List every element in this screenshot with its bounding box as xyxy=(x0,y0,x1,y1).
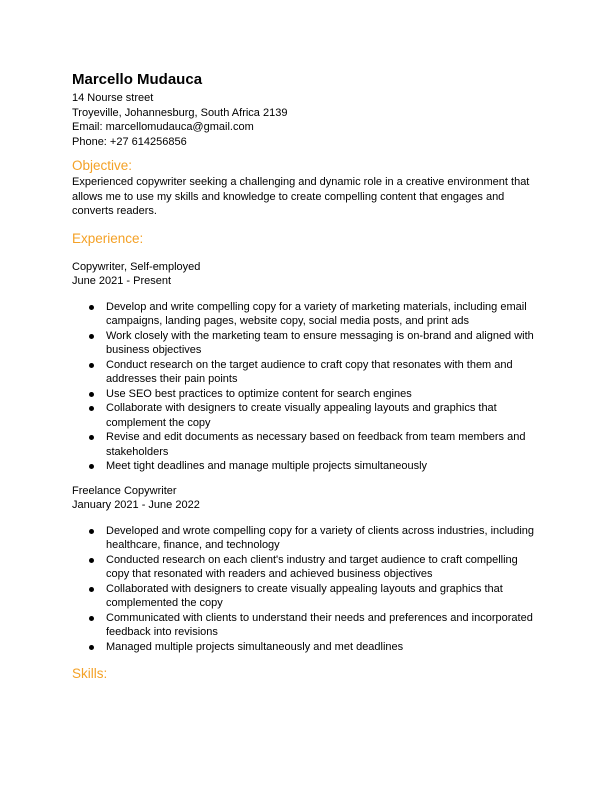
list-item xyxy=(72,329,542,358)
address-line-2: Troyeville, Johannesburg, South Africa 2139 xyxy=(72,106,288,119)
bullet-icon xyxy=(89,558,94,563)
bullet-text: Use SEO best practices to optimize content for search engines xyxy=(106,387,412,400)
bullet-text: Collaborated with designers to create visually appealing layouts and graphics that complemented the copy xyxy=(106,582,503,609)
list-item xyxy=(72,459,542,474)
list-item xyxy=(72,300,542,329)
bullet-icon xyxy=(89,464,94,469)
bullet-text: Collaborate with designers to create visually appealing layouts and graphics that complement the copy xyxy=(106,402,497,429)
experience-heading: Experience: xyxy=(72,230,144,246)
objective-text: Experienced copywriter seeking a challenging and dynamic role in a creative environment that allows me to use my skills and knowledge to create compelling content that engages and converts readers. xyxy=(72,176,530,217)
list-item xyxy=(72,611,542,640)
bullet-icon xyxy=(89,435,94,440)
job-dates: June 2021 - Present xyxy=(72,275,172,287)
phone-line: Phone: +27 614256856 xyxy=(72,135,187,148)
objective-section xyxy=(72,158,542,219)
objective-heading: Objective: xyxy=(72,158,133,173)
bullet-text: Communicated with clients to understand their needs and preferences and incorporated feedback into revisions xyxy=(106,611,533,638)
bullet-icon xyxy=(89,406,94,411)
job-dates: January 2021 - June 2022 xyxy=(72,499,200,511)
bullet-icon xyxy=(89,529,94,534)
bullet-text: Conducted research on each client's industry and target audience to craft compelling copy that resonated with readers and achieved business objectives xyxy=(106,553,518,580)
bullet-icon xyxy=(89,587,94,592)
resume-page xyxy=(72,71,542,682)
job-bullets xyxy=(72,524,542,655)
bullet-text: Conduct research on the target audience to craft copy that resonates with them and addresses their pain points xyxy=(106,358,513,385)
list-item xyxy=(72,358,542,387)
candidate-name: Marcello Mudauca xyxy=(72,71,203,88)
skills-section xyxy=(72,666,542,682)
bullet-text: Meet tight deadlines and manage multiple projects simultaneously xyxy=(106,460,428,472)
job-entry xyxy=(72,260,542,474)
address-line-1: 14 Nourse street xyxy=(72,92,154,104)
bullet-text: Work closely with the marketing team to ensure messaging is on-brand and aligned with business objectives xyxy=(106,329,534,356)
list-item xyxy=(72,387,542,402)
bullet-text: Managed multiple projects simultaneously and met deadlines xyxy=(106,640,404,653)
bullet-icon xyxy=(89,616,94,621)
list-item xyxy=(72,553,542,582)
bullet-icon xyxy=(89,334,94,339)
job-bullets xyxy=(72,300,542,474)
email-line: Email: marcellomudauca@gmail.com xyxy=(72,121,254,133)
bullet-text: Develop and write compelling copy for a variety of marketing materials, including email campaigns, landing pages, website copy, social media posts, and print ads xyxy=(106,300,527,327)
job-title: Freelance Copywriter xyxy=(72,484,177,497)
experience-section xyxy=(72,231,542,655)
bullet-icon xyxy=(89,305,94,310)
list-item xyxy=(72,582,542,611)
list-item xyxy=(72,524,542,553)
job-entry xyxy=(72,484,542,655)
list-item xyxy=(72,430,542,459)
bullet-icon xyxy=(89,363,94,368)
bullet-icon xyxy=(89,645,94,650)
contact-block xyxy=(72,71,542,149)
skills-heading: Skills: xyxy=(72,666,108,681)
bullet-text: Revise and edit documents as necessary based on feedback from team members and stakeholders xyxy=(106,431,526,458)
bullet-icon xyxy=(89,392,94,397)
job-title: Copywriter, Self-employed xyxy=(72,260,201,273)
list-item xyxy=(72,640,542,655)
bullet-text: Developed and wrote compelling copy for a variety of clients across industries, including healthcare, finance, and technology xyxy=(106,524,534,551)
list-item xyxy=(72,401,542,430)
